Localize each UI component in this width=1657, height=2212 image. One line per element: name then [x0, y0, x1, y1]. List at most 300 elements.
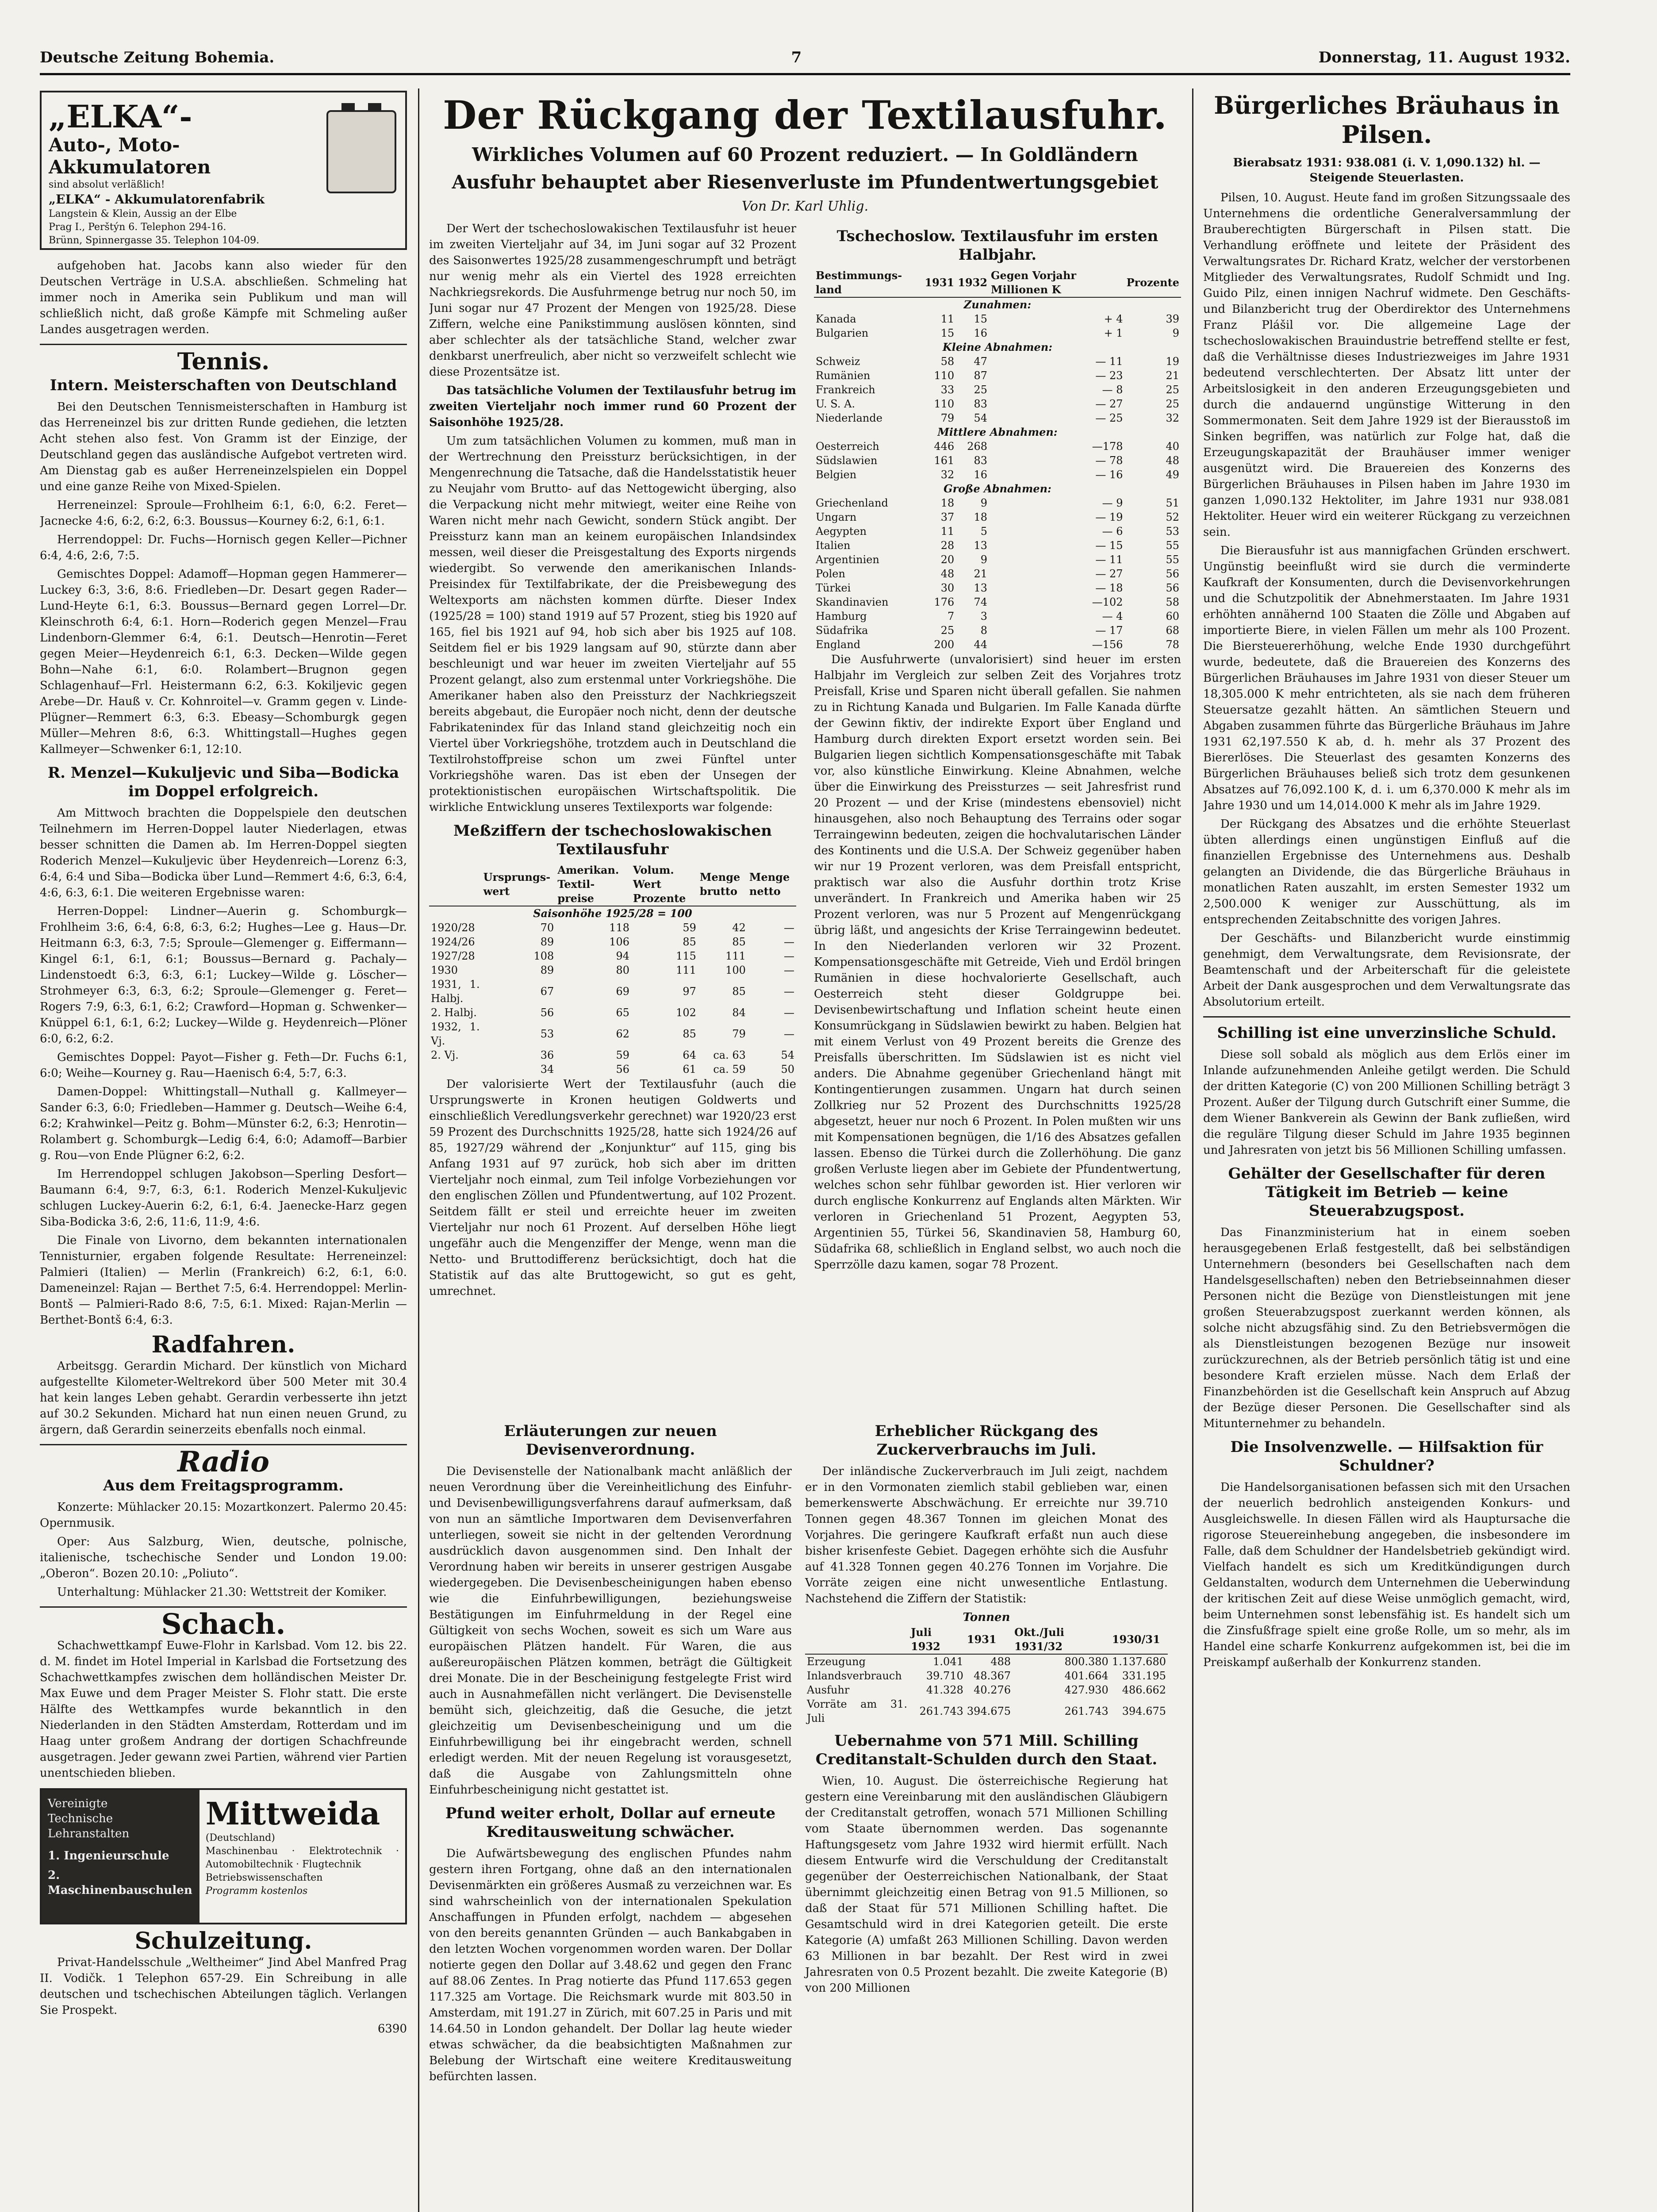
sugar-table	[805, 1625, 1168, 1725]
article-deck1: Wirkliches Volumen auf 60 Prozent reduziert. — In Goldländern	[472, 144, 1138, 165]
table-cell: 25	[940, 624, 955, 637]
battery-icon	[326, 110, 396, 193]
divider	[40, 344, 407, 345]
table-row	[814, 623, 1181, 637]
table-note: Saisonhöhe 1925/28 = 100	[533, 907, 692, 920]
table-cell: 268	[967, 440, 988, 453]
table-row	[805, 1697, 1168, 1725]
radio-title: Radio	[177, 1445, 269, 1479]
table-header-cell: Bestimmungs-land	[814, 269, 923, 297]
mw-sub: (Deutschland)	[205, 1832, 275, 1843]
table-cell: 48.367	[974, 1670, 1011, 1682]
schilling-text: Diese soll sobald als möglich aus dem Erlös einer im Inlande aufzunehmenden Anleihe getilgt werden. Die Schuld der dritten Kategorie (C) von 200 Millionen Schilling beträgt 3 Prozent. Außer der Tilgung durch Gutschrift einer Summe, die dem Wiener Bankverein als Gewinn der Bank zufließen, wird die reguläre Tilgung dieser Schuld im Jahre 1935 beginnen und Jahresraten von jetzt bis 56 Millionen Schilling umfassen.	[1203, 1048, 1570, 1157]
table-cell: 25	[1166, 384, 1179, 396]
table-cell: 1920/28	[431, 922, 475, 934]
table-cell: 1931, 1. Halbj.	[431, 978, 480, 1005]
article-columns	[429, 221, 1181, 1302]
table-header-cell: Juli 1932	[909, 1625, 965, 1654]
table-row	[429, 963, 796, 977]
table-cell: 85	[732, 985, 746, 998]
table-row	[429, 935, 796, 949]
table-cell: 115	[676, 950, 696, 962]
table-cell: 33	[940, 384, 955, 396]
table-cell: 21	[1166, 369, 1179, 382]
table-cell: 446	[934, 440, 955, 453]
elka-company: „ELKA“ - Akkumulatorenfabrik	[49, 192, 265, 207]
table-cell: 40	[1166, 440, 1179, 453]
table-header-cell	[429, 863, 482, 906]
table-cell: Oesterreich	[816, 440, 879, 453]
column-rule	[1192, 88, 1193, 2212]
table-cell: 13	[974, 582, 988, 594]
mw-left-line1: Vereinigte	[48, 1797, 108, 1810]
table-cell: 800.380	[1064, 1655, 1109, 1668]
table-cell: 1927/28	[431, 950, 475, 962]
elka-owners: Langstein & Klein, Aussig an der Elbe	[49, 208, 237, 219]
table-cell: 100	[725, 964, 746, 976]
brewery-deck: Bierabsatz 1931: 938.081 (i. V. 1,090.132) hl. — Steigende Steuerlasten.	[1233, 156, 1541, 184]
radfahren-p1: Arbeitsgg. Gerardin Michard. Der künstlich von Michard aufgestellte Kilometer-Weltrekord über 500 Meter mit 30.4 hat kein langes Leben gehabt. Gerardin verbesserte ihn jetzt auf 30.2 Sekunden. Michard hat nun einen neuen Grund, zu ärgern, daß Gerardin seinerzeits ebenfalls noch einmal.	[40, 1359, 407, 1436]
table-cell: 80	[616, 964, 630, 976]
table-row	[814, 609, 1181, 623]
table-cell: 25	[974, 384, 988, 396]
table-cell: 427.930	[1064, 1684, 1109, 1696]
table-cell: 25	[1166, 398, 1179, 410]
col1-p1: Der Wert der tschechoslowakischen Textilausfuhr ist heuer im zweiten Vierteljahr auf 34, im Juni sogar auf 32 Prozent des Saisonwertes 1925/28 zusammengeschrumpft und beträgt nur wenig mehr als ein Viertel des 1928 erreichten Nachkriegsrekords. Die Ausfuhrmenge betrug nur noch 50, im Juni sogar nur 47 Prozent der Mengen von 1925/28. Diese Ziffern, welche eine Panikstimmung auslösen könnten, sind aber schlechter als der tatsächliche Stand, welcher zwar denkbarst unerfreulich, aber nicht so verzweifelt schlecht wie diese Prozentsätze ist.	[429, 222, 796, 379]
table-cell: — 11	[1095, 553, 1123, 566]
table-row	[814, 637, 1181, 652]
table-cell: 11	[940, 525, 955, 538]
devisen-title: Erläuterungen zur neuen Devisenverordnung.	[504, 1422, 717, 1459]
table-cell: — 6	[1102, 525, 1123, 538]
table-cell: U. S. A.	[816, 398, 855, 410]
table-cell: 40.276	[974, 1684, 1011, 1696]
elka-brand: „ELKA“-	[49, 98, 192, 135]
mw-item2b: Betriebswissenschaften	[205, 1872, 323, 1883]
table-row	[814, 595, 1181, 609]
article-headline: Der Rückgang der Textilausfuhr.	[443, 92, 1167, 138]
table-header-cell: Ursprungs-wert	[482, 863, 556, 906]
table-group-row	[814, 340, 1181, 354]
table-cell: 30	[940, 582, 955, 594]
tennis-p4: Gemischtes Doppel: Adamoff—Hopman gegen Hammerer—Luckey 6:3, 3:6, 8:6. Friedleben—Dr. Desart gegen Rader—Lund-Heyte 6:1, 6:3. Boussus—Bernard gegen Lorrel—Dr. Kleinschroth 6:4, 6:1. Horn—Roderich gegen Menzel—Frau Lindenborn-Glemmer 6:4, 6:1. Deutsch—Henrotin—Feret gegen Meier—Heydenreich 6:1, 6:3. Decken—Wilde gegen Bohn—Nahe 6:1, 6:0. Rolambert—Brugnon gegen Schlagenhauf—Frl. Heistermann 6:2, 6:3. Kokiljevic gegen Arebe—Dr. Hauß v. Cr. Kohnroitel—v. Gramm gegen v. Linde-Plügner—Remmert 6:3, 6:3. Ebeasy—Schomburgk gegen Müller—Mehren 8:6, 6:3. Whittingstall—Hughes gegen Kallmeyer—Schwenker 6:1, 12:10.	[40, 568, 407, 756]
table-cell: 62	[616, 1028, 630, 1040]
table-cell: 2. Vj.	[431, 1049, 459, 1061]
table-header-cell: Volum. Wert Prozente	[631, 863, 698, 906]
table-group-label: Zunahmen:	[963, 298, 1032, 311]
table-row	[814, 411, 1181, 425]
table-cell: 1930	[431, 964, 458, 976]
tennis-p2: Herreneinzel: Sproule—Frohlheim 6:1, 6:0, 6:2. Feret—Jacnecke 4:6, 6:2, 6:2, 6:3. Boussus—Kourney 6:2, 6:1, 6:1.	[40, 499, 407, 528]
table-cell: Belgien	[816, 469, 857, 481]
brewery-headline: Bürgerliches Bräuhaus in Pilsen.	[1214, 91, 1560, 149]
table-cell: 41.328	[926, 1684, 963, 1696]
table-group-row	[814, 425, 1181, 439]
table-cell: Niederlande	[816, 412, 882, 424]
table-cell: 56	[1166, 582, 1179, 594]
table-cell: 61	[683, 1063, 696, 1075]
table-row	[429, 949, 796, 963]
table-cell: 50	[781, 1063, 794, 1075]
table-row	[429, 921, 796, 935]
table-cell: 51	[1166, 497, 1179, 509]
mw-footer: Programm kostenlos	[205, 1886, 308, 1897]
table-cell: — 16	[1095, 469, 1123, 481]
table-cell: —	[784, 964, 794, 976]
table-cell: 87	[974, 369, 988, 382]
table-cell: Kanada	[816, 313, 856, 325]
table-cell: 58	[940, 355, 955, 368]
table-cell: Griechenland	[816, 497, 888, 509]
table-row	[429, 1020, 796, 1048]
table-cell: 79	[732, 1028, 746, 1040]
table-cell: 176	[934, 596, 955, 608]
elka-ad	[40, 91, 407, 250]
table-header-cell: Okt./Juli 1931/32	[1013, 1625, 1110, 1654]
mw-item2: 2. Maschinenbauschulen	[48, 1869, 192, 1897]
table-cell: — 19	[1095, 511, 1123, 523]
table-cell: ca. 59	[713, 1063, 746, 1075]
table-group-label: Mittlere Abnahmen:	[937, 426, 1058, 438]
table-cell: 1932, 1. Vj.	[431, 1021, 480, 1047]
elka-line1: Auto-, Moto-	[49, 134, 180, 156]
table-cell: 47	[974, 355, 988, 368]
table-cell: — 25	[1095, 412, 1123, 424]
table-cell: 44	[974, 638, 988, 651]
table-cell: 28	[940, 539, 955, 552]
pfund-title: Pfund weiter erholt, Dollar auf erneute Kreditausweitung schwächer.	[445, 1805, 776, 1841]
table-cell: Ausfuhr	[807, 1684, 850, 1696]
table-cell: 42	[732, 922, 746, 934]
table-cell: 20	[940, 553, 955, 566]
table-cell: 58	[1166, 596, 1179, 608]
table-group-label: Große Abnahmen:	[944, 482, 1051, 495]
tennis-p5: Am Mittwoch brachten die Doppelspiele den deutschen Teilnehmern im Herren-Doppel lauter Niederlagen, etwas besser schnitten die Damen ab. Im Herren-Doppel siegten Roderich Menzel—Kukuljevic über Heydenreich—Lorenz 6:3, 6:4, 6:4 und Siba—Bodicka über Lund—Remmert 4:6, 6:3, 6:4, 4:6, 6:3, 6:1. Die weiteren Ergebnisse waren:	[40, 806, 407, 899]
table-cell: 89	[540, 964, 554, 976]
table-cell: 394.675	[1122, 1705, 1166, 1717]
schach-title: Schach.	[161, 1608, 286, 1641]
table-cell: — 23	[1095, 369, 1123, 382]
left-column	[40, 91, 407, 2212]
table-cell: 21	[974, 568, 988, 580]
sugar-unit: Tonnen	[963, 1611, 1010, 1624]
table-header-cell	[805, 1625, 909, 1654]
index-table-title: Meßziffern der tschechoslowakischen Textilausfuhr	[453, 822, 772, 858]
table-cell: 69	[616, 985, 630, 998]
brewery-p4: Der Geschäfts- und Bilanzbericht wurde einstimmig genehmigt, dem Verwaltungsrate, dem Revisionsrate, der Beamtenschaft und der Arbeiterschaft für die geleistete Arbeit der Dank ausgesprochen und dem Verwaltungsrate das Absolutorium erteilt.	[1203, 932, 1570, 1009]
col1-p3: Um zum tatsächlichen Volumen zu kommen, muß man in der Wertrechnung den Preissturz berücksichtigen, in der Mengenrechnung die Tatsache, daß die Handelsstatistik heuer zu Neujahr vom Brutto- auf das Nettogewicht überging, also die Verpackung nicht mehr mitwiegt, weiter eine Reihe von Waren nicht mehr nach Gewicht, sondern Stück angibt. Der Preissturz kann man an keinem europäischen Inlandsindex messen, weil dieser die Preisgestaltung des Exports nirgends wiedergibt. So verwende den amerikanischen Inlands-Preisindex für Textilfabrikate, der die Preisbewegung des Weltexports am nächsten kommen dürfte. Dieser Index (1925/28 = 100) stand 1919 auf 57 Prozent, stieg bis 1920 auf 165, fiel bis 1921 auf 94, hob sich aber bis 1925 auf 108. Seitdem fiel er bis 1929 langsam auf 90, stürzte dann aber beschleunigt und war heuer im zweiten Vierteljahr auf 55 Prozent gelangt, also zum erstenmal unter Vorkriegshöhe. Die Amerikaner haben also den Preissturz der Nachkriegszeit bereits abgebaut, die Europäer noch nicht, denn der deutsche Fabrikatenindex für das Inland stand gleichzeitig noch ein Viertel über Vorkriegshöhe, trotzdem auch in Deutschland die Textilrohstoffpreise schon um zwei Fünftel unter Vorkriegshöhe waren. Das ist eben der Unsegen der protektionistischen europäischen Wirtschaftspolitik. Die wirkliche Entwicklung unseres Textilexports war folgende:	[429, 434, 796, 814]
radio-p1: Konzerte: Mühlacker 20.15: Mozartkonzert. Palermo 20.45: Opernmusik.	[40, 1501, 407, 1530]
table-cell: + 1	[1104, 327, 1123, 339]
table-cell: — 11	[1095, 355, 1123, 368]
table-cell: 3	[980, 610, 988, 622]
table-cell: Polen	[816, 568, 845, 580]
table-header-cell: Menge brutto	[698, 863, 748, 906]
table-cell: 9	[1172, 327, 1179, 339]
gehaelter-text: Das Finanzministerium hat in einem soeben herausgegebenen Erlaß festgestellt, daß bei selbständigen Unternehmern (besonders bei Gesellschaften nach dem Handelsgesellschaften) neben den Betriebseinnahmen dieser Personen nicht die Bezüge von Dienstleistungen mit jene großen Steuerabzugspost zuerkannt werden können, als solche nicht abzugsfähig sind. Zu den Betriebsvermögen die als Dienstleistungen bezogenen Bezüge nur insoweit zurückzurechnen, als der Betrieb persönlich tätig ist und eine besondere Kraft erzielen müsse. Nach dem Erlaß der Finanzbehörden ist die Gesellschaft kein Anspruch auf Abzug der Bezüge dieser Personen. Die Gesellschafter sind als Mitunternehmer zu behandeln.	[1203, 1226, 1570, 1430]
table-cell: — 27	[1095, 398, 1123, 410]
table-cell: —	[784, 922, 794, 934]
zucker-text: Der inländische Zuckerverbrauch im Juli zeigt, nachdem er in den Vormonaten ziemlich stabil geblieben war, einen bemerkenswerte Abschwächung. Er erreichte nur 39.710 Tonnen gegen 48.367 Tonnen im gleichen Monat des Vorjahres. Die geringere Kaufkraft erfaßt nun auch diese bisher krisenfeste Gebiet. Dagegen erhöhte sich die Ausfuhr auf 41.328 Tonnen gegen 40.276 Tonnen im Vorjahre. Die Vorräte zeigen eine nicht unwesentliche Entlastung. Nachstehend die Ziffern der Statistik:	[805, 1465, 1168, 1605]
table-cell: — 8	[1102, 384, 1123, 396]
table-cell: 11	[940, 313, 955, 325]
col1-p4: Der valorisierte Wert der Textilausfuhr (auch die Ursprungswerte in Kronen heutigen Goldwerts und einschließlich Veredlungsverkehr gerechnet) war 1920/23 erst 59 Prozent des Durchschnitts 1925/28, hatte sich 1924/26 auf 85, 1927/29 während der „Konjunktur“ auf 115, ging bis Anfang 1931 auf 97 zurück, hob sich aber im dritten Vierteljahr noch einmal, zum Teil infolge Vorbeziehungen vor den englischen Zöllen und Pfundentwertung, auf 102 Prozent. Seitdem fällt er steil und erreichte heuer im zweiten Vierteljahr nur noch 61 Prozent. Auf derselben Höhe liegt ungefähr auch die Mengenziffer der Menge, wenn man die Netto- und Bruttodifferenz berücksichtigt, doch hat die Statistik auf das alte Bruttogewicht, so gut es geht, umrechnet.	[429, 1078, 796, 1298]
mw-left-line2: Technische	[48, 1812, 113, 1825]
table-cell: + 4	[1104, 313, 1123, 325]
table-header-cell: 1931	[923, 269, 956, 297]
schulzeitung-code: 6390	[377, 2022, 407, 2035]
table-row	[814, 383, 1181, 397]
table-cell: 83	[974, 398, 988, 410]
tennis-p9: Im Herrendoppel schlugen Jakobson—Sperling Desfort—Baumann 6:4, 9:7, 6:3, 6:1. Roderich Menzel-Kukuljevic schlugen Luckey-Auerin 6:2, 6:1, 6:4. Jaenecke-Harz gegen Siba-Bodicka 3:6, 2:6, 11:6, 11:9, 4:6.	[40, 1167, 407, 1229]
issue-date: Donnerstag, 11. August 1932.	[1318, 49, 1570, 66]
table-cell: — 15	[1095, 539, 1123, 552]
table-row	[814, 354, 1181, 369]
tennis-p1: Bei den Deutschen Tennismeisterschaften in Hamburg ist das Herreneinzel bis zur dritten Runde gediehen, die letzten Acht stehen also fest. Von Gramm ist der Einzige, der Deutschland gegen das ausländische Aufgebot vertreten wird. Am Dienstag gab es außer Herreneinzelspielen ein Doppel und eine ganze Reihe von Mixed-Spielen.	[40, 400, 407, 493]
table-cell: 19	[1166, 355, 1179, 368]
table-cell: 18	[974, 511, 988, 523]
table-cell: 486.662	[1122, 1684, 1166, 1696]
devisen-text: Die Devisenstelle der Nationalbank macht anläßlich der neuen Verordnung über die Vereinheitlichung des Einfuhr- und Devisenbewilligungsverfahrens darauf aufmerksam, daß von nun an sämtliche Importwaren dem Devisenverfahren unterliegen, soweit sie nicht in der geltenden Verordnung ausdrücklich davon ausgenommen sind. Den Inhalt der Verordnung haben wir bereits in unserer gestrigen Ausgabe wiedergegeben. Die Devisenbescheinigungen haben ebenso wie die Einfuhrbewilligungen, beziehungsweise Bestätigungen im Einfuhrmeldung in der Regel eine Gültigkeit von sechs Wochen, soweit es sich um Ware aus europäischen Plätzen handelt. Für Waren, die aus außereuropäischen Plätzen kommen, beträgt die Gültigkeit drei Monate. Die in der Bescheinigung festgelegte Frist wird auch in Ausnahmefällen nicht verlängert. Die Devisenstelle bemüht sich, gleichzeitig, daß die Gesuche, die jetzt gleichzeitig um Devisenbescheinigung und um die Einfuhrbewilligung bei ihr eingebracht werden, schnell erledigt werden. Mit der neuen Regelung ist vorausgesetzt, daß die Ausgabe von Zahlungsmitteln ohne Einfuhrbescheinigung nicht gestattet ist.	[429, 1465, 792, 1797]
table-cell: 37	[940, 511, 955, 523]
table-cell: 102	[676, 1006, 696, 1019]
table-cell: 13	[974, 539, 988, 552]
table-cell: 261.743	[1064, 1705, 1109, 1717]
radfahren-title: Radfahren.	[151, 1331, 295, 1358]
mw-item1: 1. Ingenieurschule	[48, 1849, 169, 1863]
table-cell: Aegypten	[816, 525, 867, 538]
table-cell: 64	[683, 1049, 696, 1061]
table-group-row	[814, 482, 1181, 496]
table-cell: 85	[732, 936, 746, 948]
table-cell: 53	[1166, 525, 1179, 538]
table-cell: 1.041	[933, 1655, 963, 1668]
table-cell: 89	[540, 936, 554, 948]
table-header-cell: Prozente	[1125, 269, 1181, 297]
schilling-title: Schilling ist eine unverzinsliche Schuld.	[1217, 1024, 1557, 1042]
schach-p1: Schachwettkampf Euwe-Flohr in Karlsbad. Vom 12. bis 22. d. M. findet im Hotel Imperial in Karlsbad die Fortsetzung des Schachwettkampfes zwischen dem holländischen Meister Dr. Max Euwe und dem Prager Meister S. Flohr statt. Die erste Hälfte des Wettkampfes wurde bekanntlich in den Niederlanden in den Städten Amsterdam, Rotterdam und im Haag unter großem Andrang der dortigen Schachfreunde ausgetragen. Jeder gewann zwei Partien, während vier Partien unentschieden blieben.	[40, 1639, 407, 1780]
table-cell: 18	[940, 497, 955, 509]
table-cell: 54	[781, 1049, 794, 1061]
tennis-subtitle2: R. Menzel—Kukuljevic und Siba—Bodicka im Doppel erfolgreich.	[47, 764, 399, 800]
table-cell: 401.664	[1064, 1670, 1109, 1682]
table-cell: — 4	[1102, 610, 1123, 622]
table-cell: 15	[940, 327, 955, 339]
table-cell: 110	[934, 398, 955, 410]
table-cell: —178	[1092, 440, 1123, 453]
radio-p3: Unterhaltung: Mühlacker 21.30: Wettstreit der Komiker.	[57, 1586, 387, 1599]
table-cell: Vorräte am 31. Juli	[807, 1698, 908, 1724]
table-cell: 32	[1166, 412, 1179, 424]
table-cell: 39	[1166, 313, 1179, 325]
table-cell: Argentinien	[816, 553, 879, 566]
table-row	[814, 468, 1181, 482]
tennis-subtitle: Intern. Meisterschaften von Deutschland	[50, 376, 397, 394]
elka-line2: Akkumulatoren	[49, 156, 211, 178]
table-cell: —	[784, 985, 794, 998]
economy-section	[429, 1416, 1181, 2212]
table-cell: 55	[1166, 553, 1179, 566]
creditanstalt-title: Uebernahme von 571 Mill. Schilling Creditanstalt-Schulden durch den Staat.	[815, 1732, 1158, 1768]
table-cell: 118	[609, 922, 630, 934]
table-row	[805, 1669, 1168, 1683]
article-col1	[429, 221, 796, 1302]
boxing-intro: aufgehoben hat. Jacobs kann also wieder für den Deutschen Verträge in U.S.A. abschließen. Schmeling hat immer noch in Amerika sein Publikum und man will schließlich nicht, daß große Kämpfe mit Schmeling außer Landes ausgetragen werden.	[40, 259, 407, 336]
table-cell: 16	[974, 327, 988, 339]
table-header-cell: 1930/31	[1110, 1625, 1168, 1654]
table-cell: 83	[974, 454, 988, 467]
tennis-p8: Damen-Doppel: Whittingstall—Nuthall g. Kallmeyer—Sander 6:3, 6:0; Friedleben—Hammer g. Deutsch—Weihe 6:4, 6:2; Krahwinkel—Peitz g. Bohm—Münster 6:2, 6:3; Henrotin—Rolambert g. Schomburgk—Ledig 6:4, 6:0; Adamoff—Barbier g. Rou—von Ende Plügner 6:2, 6:2.	[40, 1085, 407, 1162]
table-header-cell: 1932	[956, 269, 989, 297]
creditanstalt-text: Wien, 10. August. Die österreichische Regierung hat gestern eine Vereinbarung mit den ausländischen Gläubigern der Creditanstalt getroffen, wonach 571 Millionen Schilling vom Staate übernommen werden. Das sogenannte Haftungsgesetz vom Jahre 1932 wird hiermit erfüllt. Nach diesem Entwurfe wird die Verschuldung der Creditanstalt gegenüber der Oesterreichischen Nationalbank, der Staat übernimmt gleichzeitig einen Betrag von 91.5 Millionen, so daß der Staat für 571 Millionen Schilling haftet. Die Gesamtschuld wird in drei Kategorien geteilt. Die erste Kategorie (A) umfaßt 263 Millionen Schilling. Davon werden 63 Millionen in bar bezahlt. Der Rest wird in zwei Jahresraten von 0.5 Prozent bezahlt. Die zweite Kategorie (B) von 200 Millionen	[805, 1774, 1168, 1995]
table-cell: 70	[540, 922, 554, 934]
column-rule	[418, 88, 419, 2212]
article-col2	[814, 221, 1181, 1302]
table-cell: — 27	[1095, 568, 1123, 580]
table-cell: 54	[974, 412, 988, 424]
table-cell: —102	[1092, 596, 1123, 608]
table-cell: 65	[616, 1006, 630, 1019]
table-row	[814, 510, 1181, 524]
table-row	[814, 453, 1181, 468]
table-cell: 67	[540, 985, 554, 998]
table-cell: Ungarn	[816, 511, 857, 523]
table-cell: 9	[980, 553, 988, 566]
insolvenz-text: Die Handelsorganisationen befassen sich mit den Ursachen der neuerlich bedrohlich ansteigenden Konkurs- und Ausgleichswelle. In diesen Fällen wird als Hauptursache die rigorose Steuereinhebung angegeben, die insbesondere im Falle, daß dem Schuldner der Handelsbetrieb gekündigt wird. Vielfach handelt es sich um Kreditkündigungen durch Geldanstalten, wodurch dem Unternehmen die Ueberwindung der kritischen Zeit auf diese Weise unmöglich gemacht, wird, beim Unternehmen sonst lebensfähig ist. Es handelt sich um die Zinsfußfrage spielt eine große Rolle, um so mehr, als im Handel eine scharfe Konkurrenz aufgekommen ist, bei die im Preiskampf außerhalb der Konkurrenz standen.	[1203, 1481, 1570, 1669]
table-row	[814, 538, 1181, 553]
table-cell: 49	[1166, 469, 1179, 481]
table-group-row	[814, 297, 1181, 312]
table-row	[814, 581, 1181, 595]
brewery-p2: Die Bierausfuhr ist aus mannigfachen Gründen erschwert. Ungünstig beeinflußt wird sie durch die verminderte Kaufkraft der Konsumenten, durch die Devisenvorkehrungen und die Schutzpolitik der Abnehmerstaaten. Im Jahre 1931 erhöhten annähernd 100 Staaten die Zölle und Abgaben auf importierte Biere, in vielen Fällen um mehr als 100 Prozent. Die Biersteuererhöhung, welche Ende 1930 durchgeführt wurde, bedeutete, daß die Brauereien des Konzerns des Bürgerlichen Bräuhauses im Jahre 1931 von dieser Steuer um 18,305.000 K mehr entrichteten, als sie nach dem früheren Steuersatze gezahlt hätten. An sämtlichen Steuern und Abgaben zusammen führte das Bürgerliche Bräuhaus im Jahre 1931 62,197.550 K ab, d. h. mehr als 37 Prozent des Biererlöses. Die Steuerlast des gesamten Konzerns des Bürgerlichen Bräuhauses beließ sich trotz dem gesunkenen Absatzes auf 76,092.100 K, d. i. um 6,370.000 K mehr als im Jahre 1930 und um 14,014.000 K mehr als im Jahre 1929.	[1203, 544, 1570, 812]
table-cell: 39.710	[926, 1670, 963, 1682]
table-cell: 15	[974, 313, 988, 325]
masthead	[40, 42, 1570, 75]
table-cell: Erzeugung	[807, 1655, 866, 1668]
insolvenz-title: Die Insolvenzwelle. — Hilfsaktion für Schuldner?	[1230, 1438, 1543, 1475]
table-cell: Südslawien	[816, 454, 878, 467]
table-row	[814, 326, 1181, 340]
table-header-cell: Amerikan. Textil-preise	[556, 863, 631, 906]
elka-line3: sind absolut verläßlich!	[49, 179, 165, 190]
table-cell: 68	[1166, 624, 1179, 637]
elka-prag: Prag I., Perštýn 6. Telephon 294-16.	[49, 222, 226, 233]
table-cell: Italien	[816, 539, 851, 552]
table-cell: —	[784, 1006, 794, 1019]
table-cell: Rumänien	[816, 369, 871, 382]
tennis-p10: Die Finale von Livorno, dem bekannten internationalen Tennisturnier, ergaben folgende Resultate: Herreneinzel: Palmieri (Italien) — Merlin (Frankreich) 6:2, 6:1, 6:0. Dameneinzel: Rajan — Berthet 7:5, 6:4. Herrendoppel: Merlin-Bontš — Palmieri-Rado 8:6, 7:5, 6:1. Mixed: Rajan-Merlin — Berthet-Bontš 6:4, 6:3.	[40, 1234, 407, 1327]
table-cell: Schweiz	[816, 355, 860, 368]
table-cell: 79	[940, 412, 955, 424]
table-cell: 34	[540, 1063, 554, 1075]
table-cell: 488	[990, 1655, 1011, 1668]
article-byline: Von Dr. Karl Uhlig.	[741, 199, 869, 214]
table-cell: 32	[940, 469, 955, 481]
table-cell: — 78	[1095, 454, 1123, 467]
table-cell: 74	[974, 596, 988, 608]
brewery-p1: Pilsen, 10. August. Heute fand im großen Sitzungssaale des Unternehmens die ordentliche Generalversammlung der Brauberechtigten Bürgerschaft in Pilsen statt. Die Verhandlung eröffnete und leitete der Präsident des Verwaltungsrates Dr. Richard Kratz, welcher der verstorbenen Mitglieder des Verwaltungsrates, Rudolf Schmidt und Ing. Guido Pilz, einen innigen Nachruf widmete. Den Geschäfts- und Bilanzbericht trug der Oberdirektor des Unternehmens Franz Plášil vor. Die allgemeine Lage der tschechoslowakischen Brauindustrie betreffend stellte er fest, daß die Verhältnisse dieses Industriezweiges im Jahre 1931 bedeutend verschlechterten. Der Absatz litt unter der Arbeitslosigkeit in den anderen Erzeugungsgebieten und durch die andauernd ungünstige Witterung in den Sommermonaten. Seit dem Jahre 1929 ist der Bierausstoß im Sinken begriffen, was natürlich zur Folge hat, daß die Erzeugungskapazität der Brauhäuser immer weniger ausgenützt wird. Die Brauereien des Konzerns des Bürgerlichen Bräuhauses in Pilsen haben im Jahre 1930 im ganzen 1,090.132 Hektoliter, im Jahre 1931 nur 938.081 Hektoliter. Heuer wird ein weiterer Rückgang zu verzeichnen sein.	[1203, 191, 1570, 539]
table-cell: 110	[934, 369, 955, 382]
table-cell: 331.195	[1122, 1670, 1166, 1682]
table-row	[429, 1048, 796, 1062]
table-cell: —	[784, 1028, 794, 1040]
table-row	[429, 977, 796, 1006]
table-cell: 200	[934, 638, 955, 651]
table-cell: 48	[940, 568, 955, 580]
table-cell: Frankreich	[816, 384, 875, 396]
mittweida-ad-right	[199, 1790, 405, 1923]
table-cell: 55	[1166, 539, 1179, 552]
table-cell: — 17	[1095, 624, 1123, 637]
table-row	[805, 1683, 1168, 1697]
mw-left-line3: Lehranstalten	[48, 1827, 130, 1840]
table-row	[814, 397, 1181, 411]
table-cell: 8	[980, 624, 988, 637]
schulzeitung-p1: Privat-Handelsschule „Weltheimer“ Jind Abel Manfred Prag II. Vodičk. 1 Telephon 657-29. Ein Schreibung in alle deutschen und tschechischen Abteilungen täglich. Verlangen Sie Prospekt.	[40, 1956, 407, 2017]
table-cell: 111	[676, 964, 696, 976]
table-cell: 94	[616, 950, 630, 962]
index-table	[429, 863, 796, 1076]
table-cell: Bulgarien	[816, 327, 869, 339]
table-cell: 52	[1166, 511, 1179, 523]
mw-item1b: Maschinenbau · Elektrotechnik · Automobiltechnik · Flugtechnik	[205, 1846, 399, 1870]
table-cell: 5	[980, 525, 988, 538]
table-cell: 36	[540, 1049, 554, 1061]
table-cell: 59	[616, 1049, 630, 1061]
table-cell: 60	[1166, 610, 1179, 622]
brewery-p3: Der Rückgang des Absatzes und die erhöhte Steuerlast übten allerdings einen ungünstigen Einfluß auf die finanziellen Ergebnisse des Unternehmens aus. Deshalb gelangten an Dividende, die das Bürgerliche Bräuhaus in monatlichen Raten auszahlt, im ersten Semester 1932 um 2,500.000 K weniger zur Ausschüttung, als im entsprechenden Zeitabschnitte des vorigen Jahres.	[1203, 818, 1570, 926]
radio-p2: Oper: Aus Salzburg, Wien, deutsche, polnische, italienische, tschechische Sender und London 19.00: „Oberon“. Bozen 20.10: „Poliuto“.	[40, 1535, 407, 1580]
table-cell: Türkei	[816, 582, 851, 594]
right-column	[1203, 91, 1570, 2212]
table-row	[814, 496, 1181, 510]
economy-col2	[805, 1416, 1168, 2212]
table-row	[805, 1654, 1168, 1669]
table-cell: ca. 63	[713, 1049, 746, 1061]
table-row	[814, 553, 1181, 567]
country-table-title: Tschechoslow. Textilausfuhr im ersten Halbjahr.	[836, 227, 1158, 264]
table-header-cell: Menge netto	[748, 863, 796, 906]
tennis-p3: Herrendoppel: Dr. Fuchs—Hornisch gegen Keller—Pichner 6:4, 4:6, 2:6, 7:5.	[40, 533, 407, 562]
elka-bruenn: Brünn, Spinnergasse 35. Telephon 104-09.	[49, 235, 260, 246]
table-cell: 48	[1166, 454, 1179, 467]
table-header-cell: Gegen Vorjahr Millionen K	[989, 269, 1125, 297]
table-cell: England	[816, 638, 861, 651]
table-cell: 97	[683, 985, 696, 998]
table-row	[814, 439, 1181, 453]
table-cell: 56	[1166, 568, 1179, 580]
country-table	[814, 269, 1181, 652]
table-row	[814, 567, 1181, 581]
schulzeitung-title: Schulzeitung.	[134, 1928, 312, 1955]
table-row	[429, 1006, 796, 1020]
col2-p1: Die Ausfuhrwerte (unvalorisiert) sind heuer im ersten Halbjahr im Vergleich zur selben Zeit des Vorjahres trotz Preisfall, Krise und Sparen nicht überall gefallen. Sie nahmen zu in Richtung Kanada und Bulgarien. Im Falle Kanada dürfte der Gewinn fiktiv, der indirekte Export über England und Hamburg durch direkten Export ersetzt worden sein. Bei Bulgarien liegen sichtlich Kompensationsgeschäfte mit Tabak vor, also künstliche Einwirkung. Kleine Abnahmen, welche über die Einwirkung des Preissturzes — seit Jahresfrist rund 20 Prozent — und der Krise (mindestens ebensoviel) nicht hinausgehen, also noch Behauptung des Terrains oder sogar Terraingewinn bedeuten, zeigen die hochvalutarischen Länder des Kontinents und die U.S.A. Der Schweiz gegenüber haben wir nur 19 Prozent verloren, was dem Preisfall entspricht, praktisch war also die Ausfuhr dorthin trotz Krise unverändert. In Frankreich und Amerika haben wir 25 Prozent verloren, was nur 5 Prozent auf Mengenrückgang übrig läßt, und angesichts der Krise Terraingewinn bedeutet. In den Niederlanden verloren wir 32 Prozent. Kompensationsgeschäfte mit Getreide, Vieh und Erdöl bringen Rumänien in diese hochvalorierte Gesellschaft, auch Oesterreich steht dieser Goldgruppe bei. Devisenbewirtschaftung und Inflation scheint heute einen Konsumrückgang in Südslawien bewirkt zu haben. Belgien hat mit einem Verlust von 49 Prozent bereits die Grenze des Preisfalls überschritten. Im Südslawien ist es nicht viel anders. Die Abnahme gegenüber Griechenland hängt mit Kontingentierungen zusammen. Ungarn hat durch seinen Zollkrieg nur 52 Prozent des Durchschnitts 1925/28 abgesetzt, heuer nur noch 6 Prozent. In Polen mußten wir uns mit Kompensationen begnügen, die 1/16 des Absatzes gefallen lassen. Ebenso die Türkei durch die Zollerhöhung. Die ganz großen Verluste liegen aber im Gebiete der Pfundentwertung, welches schon sehr fühlbar geworden ist. Hier verloren wir durch englische Konkurrenz auf Englands alten Märkten. Wir verloren in Griechenland 51 Prozent, Aegypten 53, Argentinien 55, Türkei 56, Skandinavien 58, Hamburg 60, Südafrika 68, schließlich in England selbst, wo auch noch die Sperrzölle dazu kamen, sogar 78 Prozent.	[814, 653, 1181, 1271]
table-cell: Skandinavien	[816, 596, 889, 608]
radio-subtitle: Aus dem Freitagsprogramm.	[103, 1477, 344, 1494]
table-cell: 111	[725, 950, 746, 962]
divider	[1203, 1016, 1570, 1018]
article-deck2: Ausfuhr behauptet aber Riesenverluste im Pfundentwertungsgebiet	[452, 171, 1158, 193]
table-cell: 2. Halbj.	[431, 1006, 477, 1019]
table-group-label: Kleine Abnahmen:	[942, 341, 1053, 353]
paper-name: Deutsche Zeitung Bohemia.	[40, 49, 275, 66]
tennis-p6: Herren-Doppel: Lindner—Auerin g. Schomburgk—Frohlheim 3:6, 6:4, 6:8, 6:3, 6:2; Hughes—Lee g. Haus—Dr. Heitmann 6:3, 6:3, 7:5; Sproule—Glemenger g. Eiffermann—Kingel 6:1, 6:1, 6:1; Boussus—Bernard g. Pachaly—Lindenstoedt 6:3, 6:3, 6:1; Luckey—Wilde g. Löscher—Strohmeyer 6:3, 6:3, 6:2; Sproule—Glemenger g. Feret—Rogers 7:9, 6:3, 6:1, 6:2; Crawford—Hopman g. Schwenker—Knüppel 6:1, 6:1, 6:2; Luckey—Wilde g. Heydenreich—Plöner 6:0, 6:2, 6:2.	[40, 905, 407, 1045]
table-row	[429, 1062, 796, 1076]
textile-article	[429, 91, 1181, 1409]
table-note-row	[429, 906, 796, 921]
table-cell: —156	[1092, 638, 1123, 651]
table-cell: Südafrika	[816, 624, 868, 637]
